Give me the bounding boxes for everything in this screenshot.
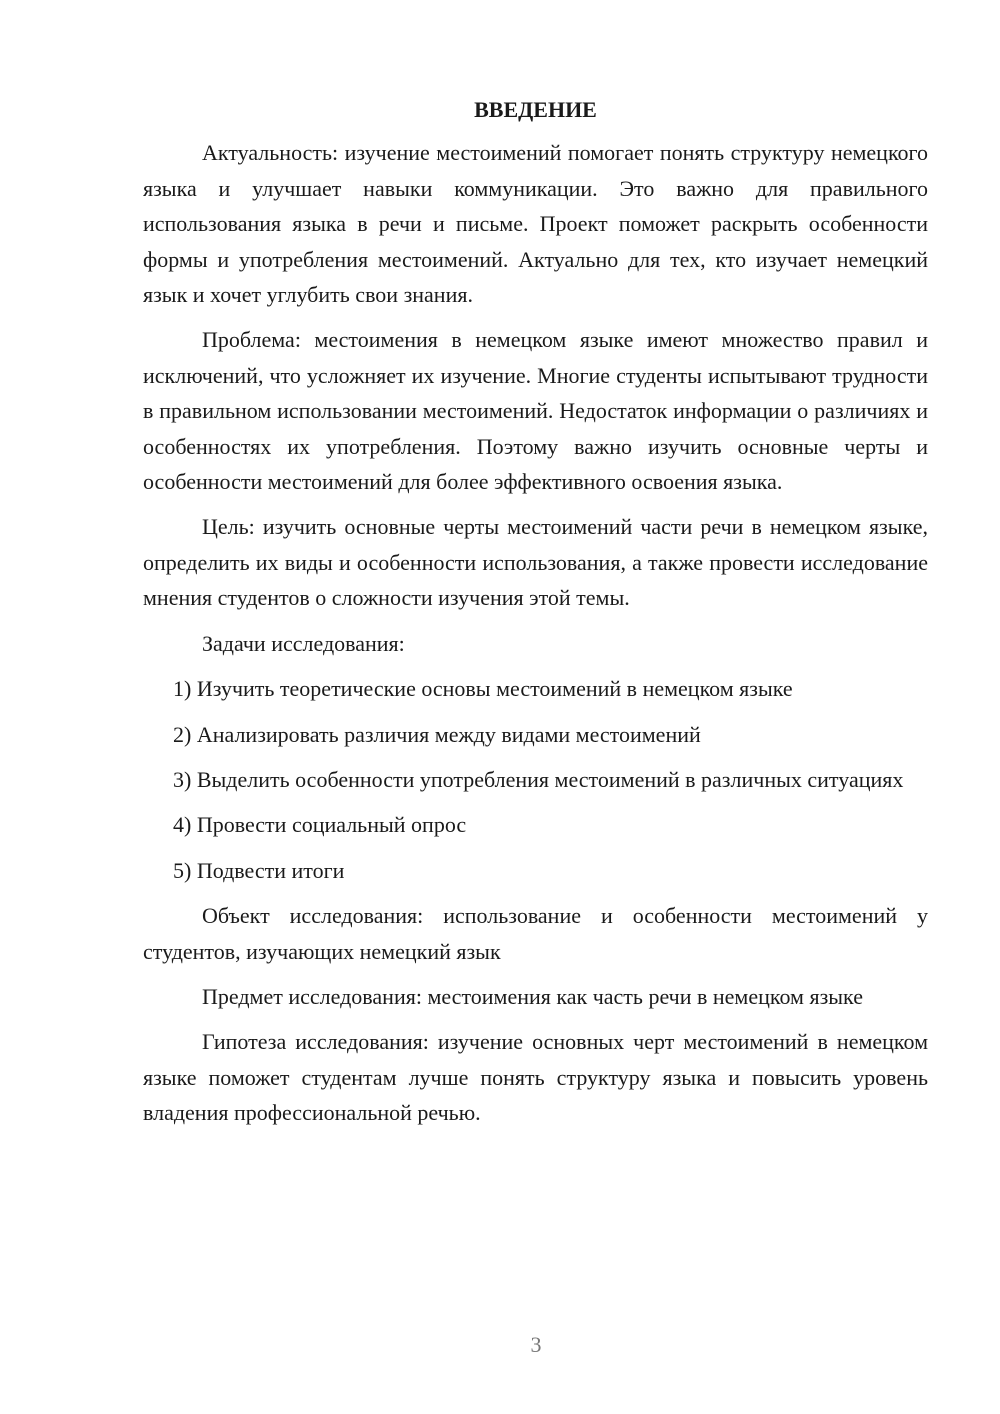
task-item-1: 1) Изучить теоретические основы местоимений в немецком языке	[173, 676, 793, 702]
problem-paragraph: Проблема: местоимения в немецком языке имеют множество правил и исключений, что усложняет их изучение. Многие студенты испытывают трудности в правильном использовании местоимений. Недостаток информации о различиях и особенностях их употребления. Поэтому важно изучить основные черты и особенности местоимений для более эффективного освоения языка.	[143, 327, 928, 495]
hypothesis-paragraph: Гипотеза исследования: изучение основных черт местоимений в немецком языке поможет студентам лучше понять структуру языка и повысить уровень владения профессиональной речью.	[143, 1029, 928, 1126]
object-paragraph: Объект исследования: использование и особенности местоимений у студентов, изучающих немецкий язык	[143, 903, 928, 964]
task-item-4: 4) Провести социальный опрос	[173, 812, 467, 838]
goal-paragraph: Цель: изучить основные черты местоимений части речи в немецком языке, определить их виды и особенности использования, а также провести исследование мнения студентов о сложности изучения этой темы.	[143, 514, 928, 611]
relevance-paragraph: Актуальность: изучение местоимений помогает понять структуру немецкого языка и улучшает навыки коммуникации. Это важно для правильного использования языка в речи и письме. Проект поможет раскрыть особенности формы и употребления местоимений. Актуально для тех, кто изучает немецкий язык и хочет углубить свои знания.	[143, 140, 928, 308]
task-item-5: 5) Подвести итоги	[173, 857, 345, 883]
page-title: ВВЕДЕНИЕ	[474, 97, 597, 122]
page-number: 3	[530, 1332, 542, 1357]
task-item-2: 2) Анализировать различия между видами местоимений	[173, 721, 701, 747]
document-page	[143, 92, 928, 1131]
task-item-3: 3) Выделить особенности употребления местоимений в различных ситуациях	[173, 766, 904, 792]
tasks-heading: Задачи исследования:	[202, 630, 405, 656]
subject-paragraph: Предмет исследования: местоимения как часть речи в немецком языке	[202, 983, 863, 1009]
